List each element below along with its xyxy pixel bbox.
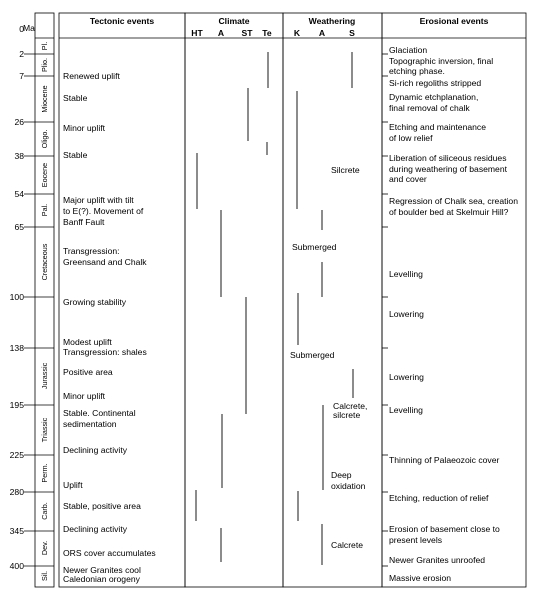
tectonic-event-label: Renewed uplift (63, 71, 120, 81)
period-label: Pal. (40, 203, 49, 217)
erosional-event-label: Massive erosion (389, 573, 452, 583)
erosional-event-label: and cover (389, 174, 427, 184)
tectonic-event-label: Stable (63, 150, 88, 160)
erosional-event-label: of boulder bed at Skelmuir Hill? (389, 207, 509, 217)
erosional-event-label: Si-rich regoliths stripped (389, 78, 482, 88)
tectonic-event-label: ORS cover accumulates (63, 548, 156, 558)
tectonic-event-label: Greensand and Chalk (63, 257, 147, 267)
erosional-event-label: present levels (389, 535, 443, 545)
age-label: 195 (9, 400, 24, 410)
period-label: Cretaceous (40, 243, 49, 281)
weathering-label: Calcrete (331, 540, 363, 550)
erosional-event-label: Dynamic etchplanation, (389, 92, 479, 102)
erosional-event-label: Levelling (389, 269, 423, 279)
tectonic-event-label: Modest uplift (63, 337, 112, 347)
erosional-event-label: Thinning of Palaeozoic cover (389, 455, 500, 465)
weathering-label: Submerged (292, 242, 337, 252)
age-label: 38 (14, 151, 24, 161)
tectonic-event-label: Growing stability (63, 297, 127, 307)
weathering-label: oxidation (331, 481, 366, 491)
erosional-event-label: Lowering (389, 372, 424, 382)
weathering-subheader: S (349, 28, 355, 38)
climate-subheader: HT (191, 28, 203, 38)
tectonic-event-label: Positive area (63, 367, 113, 377)
tectonic-event-label: Caledonian orogeny (63, 574, 140, 584)
period-label: Sil. (40, 571, 49, 581)
tectonic-event-label: Newer Granites cool (63, 565, 141, 575)
period-label: Oligo. (40, 129, 49, 149)
tectonic-event-label: sedimentation (63, 419, 117, 429)
tectonic-event-label: Minor uplift (63, 123, 106, 133)
tectonic-event-label: Major uplift with tilt (63, 195, 134, 205)
tectonic-event-label: Declining activity (63, 524, 127, 534)
period-label: Pl. (40, 41, 49, 51)
weathering-label: Submerged (290, 350, 335, 360)
erosional-event-label: of low relief (389, 133, 433, 143)
chart-labels (10, 16, 519, 584)
erosional-event-label: Regression of Chalk sea, creation (389, 196, 518, 206)
period-label: Miocene (40, 85, 49, 113)
weathering-label: Silcrete (331, 165, 360, 175)
age-label: 65 (14, 222, 24, 232)
tectonic-event-label: Banff Fault (63, 217, 105, 227)
climate-header: Climate (218, 16, 250, 26)
period-label: Jurassic (40, 362, 49, 390)
weathering-label: Deep (331, 470, 352, 480)
tectonic-event-label: Stable, positive area (63, 501, 141, 511)
tectonic-event-label: Minor uplift (63, 391, 106, 401)
age-label: 7 (19, 71, 24, 81)
period-label: Eocene (40, 162, 49, 188)
tectonic-event-label: Stable (63, 93, 88, 103)
tectonic-event-label: Uplift (63, 480, 83, 490)
tectonic-event-label: Declining activity (63, 445, 127, 455)
weathering-subheader: A (318, 28, 326, 38)
age-label: 54 (14, 189, 24, 199)
age-label: 345 (9, 526, 24, 536)
erosional-event-label: Etching and maintenance (389, 122, 486, 132)
weathering-subheader: K (293, 28, 301, 38)
erosional-event-label: Liberation of siliceous residues (389, 153, 507, 163)
age-label: 100 (9, 292, 24, 302)
range-bars (196, 52, 353, 565)
climate-subheader: Te (262, 28, 272, 38)
erosional-event-label: Lowering (389, 309, 424, 319)
erosional-event-label: Newer Granites unroofed (389, 555, 486, 565)
age-label: 400 (9, 561, 24, 571)
age-label: 2 (19, 49, 24, 59)
erosional-event-label: Erosion of basement close to (389, 524, 500, 534)
erosional-event-label: Levelling (389, 405, 423, 415)
age-label: 26 (14, 117, 24, 127)
age-label: 225 (9, 450, 24, 460)
weathering-label: Calcrete, (333, 401, 368, 411)
erosional-event-label: final removal of chalk (389, 103, 470, 113)
climate-column-frame (185, 13, 283, 587)
climate-subheader: ST (241, 28, 253, 38)
period-label: Perm. (40, 463, 49, 483)
period-label: Plio. (40, 58, 49, 72)
ma-axis-label: Ma (23, 23, 35, 33)
erosional-event-label: Topographic inversion, final (389, 56, 494, 66)
erosional-event-label: etching phase. (389, 66, 445, 76)
erosional-event-label: during weathering of basement (389, 164, 508, 174)
erosional-header: Erosional events (419, 16, 489, 26)
tectonic-event-label: Transgression: (63, 246, 120, 256)
tectonic-event-label: Stable. Continental (63, 408, 136, 418)
erosional-event-label: Glaciation (389, 45, 428, 55)
age-label: 280 (9, 487, 24, 497)
period-label: Dev. (40, 540, 49, 556)
age-label: 0 (19, 24, 24, 34)
tectonic-event-label: to E(?). Movement of (63, 206, 144, 216)
erosional-event-label: Etching, reduction of relief (389, 493, 489, 503)
period-label: Triassic (40, 417, 49, 443)
period-label: Carb. (40, 502, 49, 520)
tectonic-header: Tectonic events (89, 16, 155, 26)
weathering-header: Weathering (308, 16, 356, 26)
tectonic-event-label: Transgression: shales (63, 347, 147, 357)
climate-subheader: A (217, 28, 225, 38)
age-label: 138 (9, 343, 24, 353)
weathering-label: silcrete (333, 410, 361, 420)
